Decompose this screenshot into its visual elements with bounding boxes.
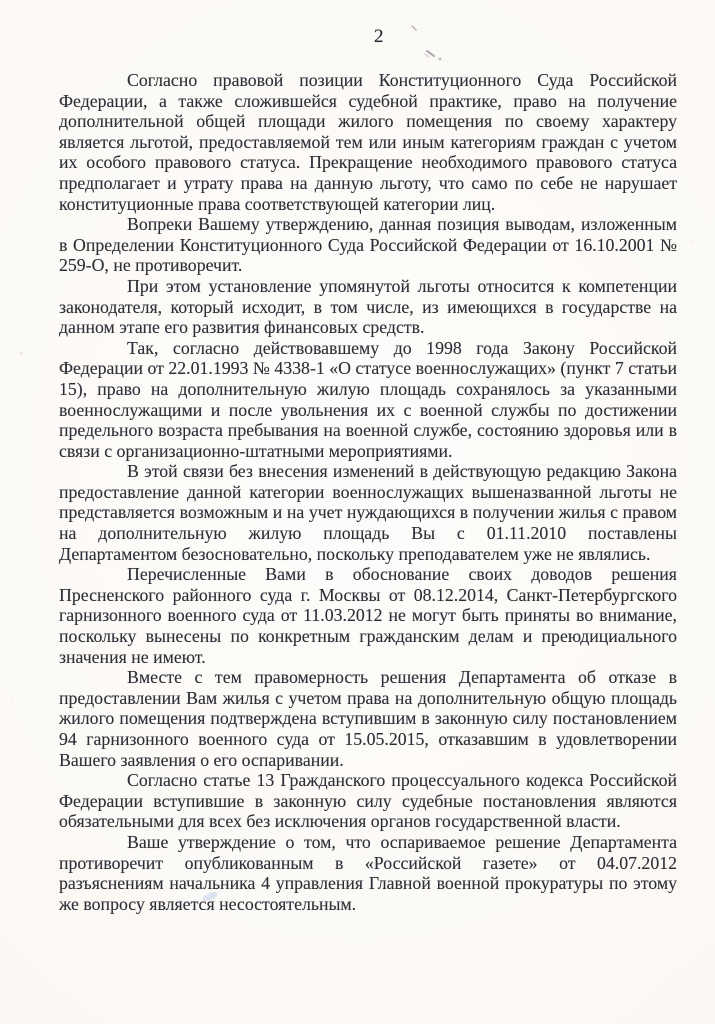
paragraph: Согласно статье 13 Гражданского процессуального кодекса Российской Федерации вступившие в законную силу судебные постановления являются обязательными для всех без исключения органов государственной власти.	[59, 770, 677, 832]
paragraph: При этом установление упомянутой льготы относится к компетенции законодателя, который исходит, в том числе, из имеющихся в государстве на данном этапе его развития финансовых средств.	[59, 275, 677, 338]
document-body	[59, 70, 677, 914]
paragraph: Согласно правовой позиции Конституционного Суда Российской Федерации, а также сложившейся судебной практике, право на получение дополнительной общей площади жилого помещения по своему характеру является льготой, предоставляемой тем или иным категориям граждан с учетом их особого правового статуса. Прекращение необходимого правового статуса предполагает и утрату права на данную льготу, что само по себе не нарушает конституционные права соответствующей категории лиц.	[59, 70, 677, 214]
scan-speck	[20, 352, 23, 355]
paragraph: Вопреки Вашему утверждению, данная позиция выводам, изложенным в Определении Конституционного Суда Российской Федерации от 16.10.2001 № 259-О, не противоречит.	[59, 214, 677, 276]
pencil-mark-icon	[403, 20, 451, 68]
paragraph: Вместе с тем правомерность решения Департамента об отказе в предоставлении Вам жилья с учетом права на дополнительную общую площадь жилого помещения подтверждена вступившим в законную силу постановлением 94 гарнизонного военного суда от 15.05.2015, отказавшим в удовлетворении Вашего заявления о его оспаривании.	[59, 667, 677, 770]
paragraph: Перечисленные Вами в обоснование своих доводов решения Пресненского районного суда г. Москвы от 08.12.2014, Санкт-Петербургского гарнизонного военного суда от 11.03.2012 не могут быть приняты во внимание, поскольку вынесены по конкретным гражданским делам и преюдициального значения не имеют.	[59, 564, 677, 667]
scan-speck	[690, 240, 692, 242]
page-number: 2	[374, 26, 384, 47]
scan-speck	[12, 700, 14, 702]
paragraph: В этой связи без внесения изменений в действующую редакцию Закона предоставление данной категории военнослужащих вышеназванной льготы не представляется возможным и на учет нуждающихся в получении жилья с правом на дополнительную жилую площадь Вы с 01.11.2010 поставлены Департаментом безосновательно, поскольку преподавателем уже не являлись.	[59, 461, 677, 564]
paragraph: Ваше утверждение о том, что оспариваемое решение Департамента противоречит опубликованным в «Российской газете» от 04.07.2012 разъяснениям начальника 4 управления Главной военной прокуратуры по этому же вопросу является несостоятельным.	[59, 831, 677, 914]
paragraph: Так, согласно действовавшему до 1998 года Закону Российской Федерации от 22.01.1993 № 4338-1 «О статусе военнослужащих» (пункт 7 статьи 15), право на дополнительную жилую площадь сохранялось за указанными военнослужащими и после увольнения их с военной службы по достижении предельного возраста пребывания на военной службе, состоянию здоровья или в связи с организационно-штатными мероприятиями.	[59, 337, 677, 461]
